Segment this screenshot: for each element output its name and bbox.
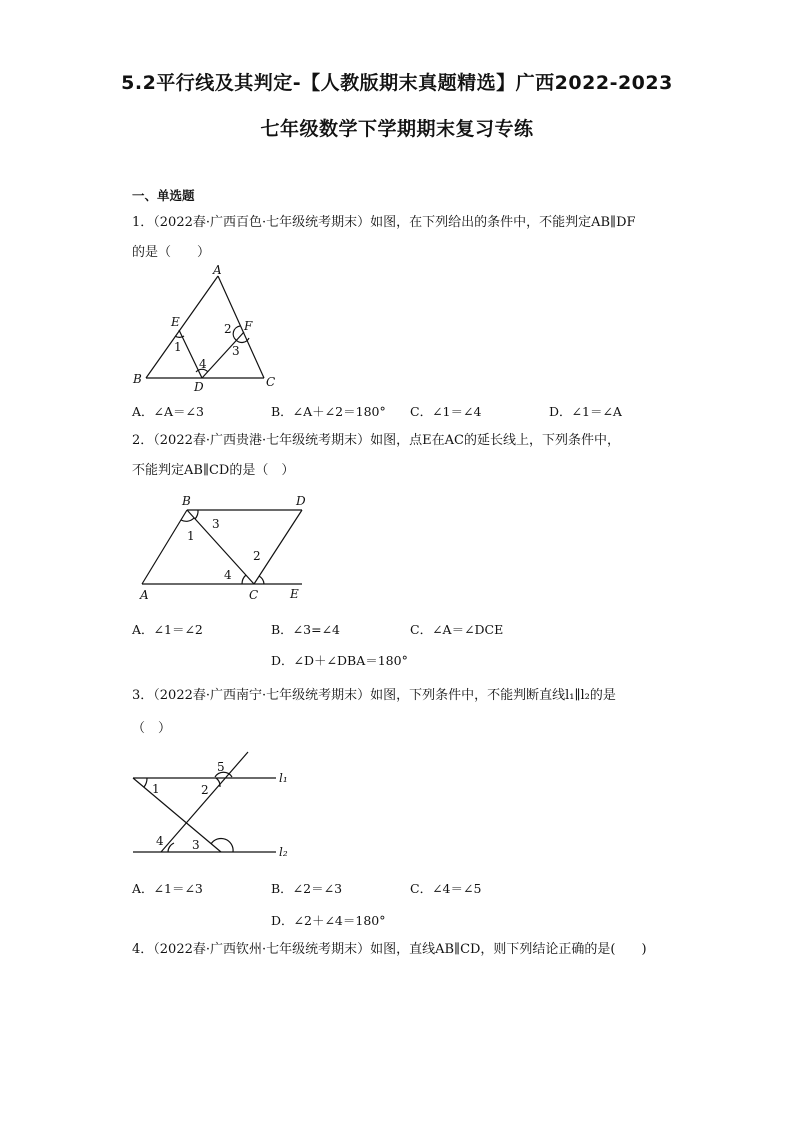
q2-angle-2-arc (259, 576, 264, 584)
q3-option-c[interactable]: C．∠4＝∠5 (410, 881, 482, 896)
q3-label-l1: l₁ (279, 771, 288, 785)
q2-label-d: D (296, 494, 306, 508)
q1-figure (128, 264, 288, 394)
q3-angle-1: 1 (152, 782, 160, 796)
q2-angle-1-arc (181, 518, 194, 521)
q3-angle-4-arc (168, 843, 174, 852)
q2-label-a: A (140, 588, 149, 602)
q1-option-b[interactable]: B．∠A＋∠2＝180° (271, 404, 386, 419)
q2-line-bc (187, 510, 254, 584)
q3-stem-line-2: （ ） (132, 721, 172, 736)
q3-label-l2: l₂ (279, 845, 288, 859)
q1-option-d[interactable]: D．∠1＝∠A (549, 404, 622, 419)
q1-angle-4: 4 (199, 357, 207, 371)
q1-stem-line-2: 的是（ ） (132, 245, 211, 260)
q2-angle-4-arc (242, 575, 246, 584)
q2-angle-4: 4 (224, 568, 232, 582)
q2-label-c: C (249, 588, 259, 602)
q1-angle-3: 3 (232, 344, 240, 358)
q1-label-b: B (133, 372, 142, 386)
q1-option-a[interactable]: A．∠A＝∠3 (132, 404, 204, 419)
q3-figure (128, 748, 298, 864)
q1-label-a: A (213, 264, 222, 277)
q3-angle-1-arc (144, 778, 147, 787)
q1-option-c[interactable]: C．∠1＝∠4 (410, 404, 482, 419)
q3-angle-5: 5 (217, 760, 225, 774)
q3-angle-2: 2 (201, 783, 209, 797)
q2-angle-2: 2 (253, 549, 261, 563)
document-title-line-2: 七年级数学下学期期末复习专练 (260, 118, 534, 140)
q2-angle-3-arc (195, 510, 198, 519)
q2-stem-line-1: 2．（2022春·广西贵港·七年级统考期末）如图，点E在AC的延长线上，下列条件中， (132, 433, 620, 448)
q2-option-d[interactable]: D．∠D＋∠DBA＝180° (271, 653, 408, 668)
q1-line-ab (146, 276, 218, 378)
q3-option-b[interactable]: B．∠2＝∠3 (271, 881, 343, 896)
q1-label-e: E (171, 315, 180, 329)
q2-option-b[interactable]: B．∠3=∠4 (271, 622, 341, 637)
q2-line-ab (142, 510, 187, 584)
q1-label-d: D (194, 380, 204, 394)
document-title-line-1: 5.2平行线及其判定-【人教版期末真题精选】广西2022-2023 (121, 72, 673, 94)
q3-option-a[interactable]: A．∠1＝∠3 (132, 881, 203, 896)
q1-label-f: F (244, 319, 253, 333)
q2-label-e: E (290, 587, 299, 601)
q3-angle-3: 3 (192, 838, 200, 852)
q1-label-c: C (266, 375, 276, 389)
q1-angle-2: 2 (224, 322, 232, 336)
q1-angle-1-arc (175, 336, 184, 337)
q1-stem-line-1: 1．（2022春·广西百色·七年级统考期末）如图，在下列给出的条件中，不能判定AB∥DF (132, 215, 636, 230)
q2-option-c[interactable]: C．∠A＝∠DCE (410, 622, 504, 637)
q2-angle-3: 3 (212, 517, 220, 531)
q4-stem-line-1: 4．（2022春·广西钦州·七年级统考期末）如图，直线AB∥CD，则下列结论正确的是( ) (132, 942, 647, 957)
section-heading: 一、单选题 (132, 188, 195, 203)
q3-stem-line-1: 3．（2022春·广西南宁·七年级统考期末）如图，下列条件中，不能判断直线l₁∥l₂的是 (132, 688, 616, 703)
q1-angle-1: 1 (174, 340, 182, 354)
q3-angle-3-arc (211, 838, 233, 852)
q2-stem-line-2: 不能判定AB∥CD的是（ ） (132, 463, 295, 478)
q2-angle-1: 1 (187, 529, 195, 543)
q3-transversal-2 (161, 752, 248, 852)
q3-angle-4: 4 (156, 834, 164, 848)
q2-figure (132, 492, 322, 604)
q2-line-cd (254, 510, 302, 584)
q2-label-b: B (182, 494, 191, 508)
q2-option-a[interactable]: A．∠1＝∠2 (132, 622, 203, 637)
q3-option-d[interactable]: D．∠2＋∠4＝180° (271, 913, 386, 928)
